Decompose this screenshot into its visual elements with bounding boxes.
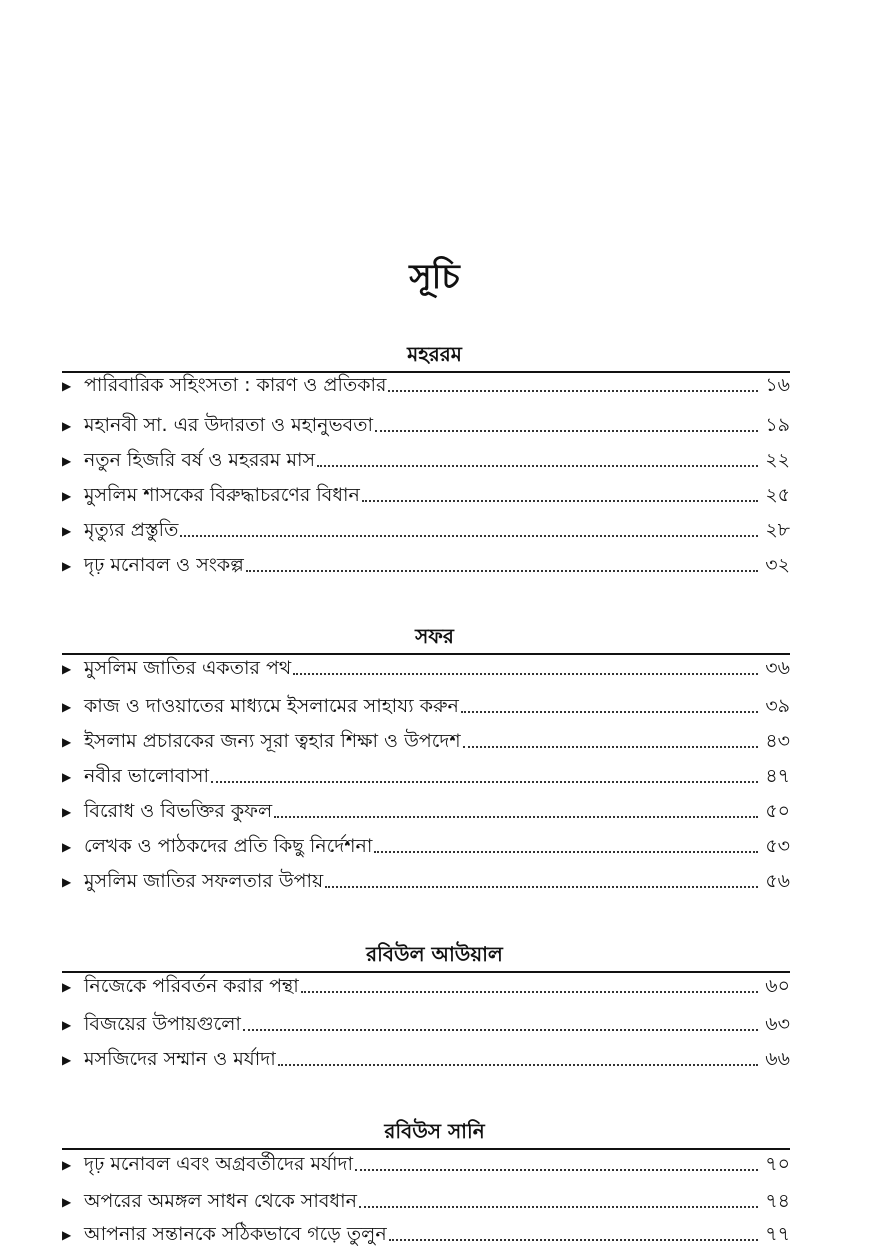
bullet-icon: ▶ xyxy=(62,379,72,393)
bullet-icon: ▶ xyxy=(62,559,72,573)
toc-entry[interactable] xyxy=(62,793,790,829)
toc-entry-page: ৭০ xyxy=(765,1153,790,1175)
toc-entry[interactable] xyxy=(62,650,790,686)
toc-entry-title: ইসলাম প্রচারকের জন্য সূরা ত্বহার শিক্ষা ও উপদেশ xyxy=(84,730,461,752)
toc-entry-page: ৭৭ xyxy=(765,1223,790,1245)
toc-entry-page: ২২ xyxy=(765,449,790,471)
toc-entry-title: নবীর ভালোবাসা xyxy=(84,765,209,787)
toc-entry[interactable] xyxy=(62,1216,790,1252)
dot-leader xyxy=(180,535,758,537)
bullet-icon: ▶ xyxy=(62,1018,72,1032)
toc-entry-page: ৩২ xyxy=(765,554,790,576)
dot-leader xyxy=(211,781,758,783)
dot-leader xyxy=(274,816,758,818)
toc-entry-page: ৪৩ xyxy=(765,730,790,752)
toc-entry-page: ৫০ xyxy=(765,800,790,822)
dot-leader xyxy=(374,851,758,853)
toc-entry-title: দৃঢ় মনোবল এবং অগ্রবর্তীদের মর্যাদা xyxy=(84,1153,353,1175)
toc-entry-page: ২৮ xyxy=(765,519,790,541)
toc-entry-page: ২৫ xyxy=(765,484,790,506)
dot-leader xyxy=(389,1239,758,1241)
toc-entry-title: মুসলিম শাসকের বিরুদ্ধাচরণের বিধান xyxy=(84,484,360,506)
bullet-icon: ▶ xyxy=(62,489,72,503)
toc-entry-page: ৬০ xyxy=(765,975,790,997)
bullet-icon: ▶ xyxy=(62,805,72,819)
toc-entry-page: ৩৯ xyxy=(765,695,790,717)
toc-entry-page: ৫৬ xyxy=(765,870,790,892)
toc-entry-page: ১৯ xyxy=(765,414,790,436)
dot-leader xyxy=(463,746,758,748)
dot-leader xyxy=(293,673,758,675)
toc-entry-title: বিরোধ ও বিভক্তির কুফল xyxy=(84,800,273,822)
toc-entry[interactable] xyxy=(62,547,790,583)
section-title-3: রবিউল আউয়াল xyxy=(366,942,503,966)
bullet-icon: ▶ xyxy=(62,662,72,676)
bullet-icon: ▶ xyxy=(62,1228,72,1242)
dot-leader xyxy=(388,390,758,392)
toc-entry[interactable] xyxy=(62,688,790,724)
page-title: সূচি xyxy=(409,257,460,297)
toc-entry-title: মুসলিম জাতির সফলতার উপায় xyxy=(84,870,324,892)
toc-entry-page: ৩৬ xyxy=(765,657,790,679)
toc-entry[interactable] xyxy=(62,968,790,1004)
toc-entry-title: নতুন হিজরি বর্ষ ও মহররম মাস xyxy=(84,449,316,471)
dot-leader xyxy=(246,570,758,572)
toc-entry-page: ১৬ xyxy=(765,374,790,396)
toc-entry-title: পারিবারিক সহিংসতা : কারণ ও প্রতিকার xyxy=(84,374,387,396)
bullet-icon: ▶ xyxy=(62,454,72,468)
bullet-icon: ▶ xyxy=(62,875,72,889)
dot-leader xyxy=(317,465,758,467)
bullet-icon: ▶ xyxy=(62,770,72,784)
section-title-1: মহররম xyxy=(407,342,462,366)
dot-leader xyxy=(325,886,758,888)
toc-entry[interactable] xyxy=(62,367,790,403)
toc-entry[interactable] xyxy=(62,442,790,478)
toc-entry-page: ৫৩ xyxy=(765,835,790,857)
dot-leader xyxy=(301,991,758,993)
bullet-icon: ▶ xyxy=(62,1158,72,1172)
section-title-4: রবিউস সানি xyxy=(384,1119,485,1143)
toc-entry-page: ৬৩ xyxy=(765,1013,790,1035)
toc-entry[interactable] xyxy=(62,512,790,548)
dot-leader xyxy=(243,1029,758,1031)
bullet-icon: ▶ xyxy=(62,524,72,538)
dot-leader xyxy=(278,1064,758,1066)
toc-entry-title: মুসলিম জাতির একতার পথ xyxy=(84,657,292,679)
toc-entry-page: ৪৭ xyxy=(765,765,790,787)
bullet-icon: ▶ xyxy=(62,980,72,994)
toc-entry-page: ৭৪ xyxy=(765,1190,790,1212)
toc-entry-title: লেখক ও পাঠকদের প্রতি কিছু নির্দেশনা xyxy=(84,835,373,857)
bullet-icon: ▶ xyxy=(62,735,72,749)
toc-entry-title: কাজ ও দাওয়াতের মাধ্যমে ইসলামের সাহায্য করুন xyxy=(84,695,459,717)
toc-entry[interactable] xyxy=(62,1183,790,1219)
bullet-icon: ▶ xyxy=(62,700,72,714)
dot-leader xyxy=(362,500,758,502)
toc-entry[interactable] xyxy=(62,1006,790,1042)
toc-entry[interactable] xyxy=(62,828,790,864)
bullet-icon: ▶ xyxy=(62,1053,72,1067)
toc-entry-title: মহানবী সা. এর উদারতা ও মহানুভবতা xyxy=(84,414,373,436)
toc-entry[interactable] xyxy=(62,1041,790,1077)
toc-entry[interactable] xyxy=(62,477,790,513)
dot-leader xyxy=(461,711,758,713)
toc-entry[interactable] xyxy=(62,407,790,443)
toc-entry-title: নিজেকে পরিবর্তন করার পন্থা xyxy=(84,975,299,997)
toc-entry-title: অপরের অমঙ্গল সাধন থেকে সাবধান xyxy=(84,1190,357,1212)
bullet-icon: ▶ xyxy=(62,1195,72,1209)
toc-entry[interactable] xyxy=(62,758,790,794)
dot-leader xyxy=(355,1169,758,1171)
toc-entry[interactable] xyxy=(62,863,790,899)
section-title-2: সফর xyxy=(415,624,454,648)
dot-leader xyxy=(359,1206,758,1208)
toc-entry-page: ৬৬ xyxy=(765,1048,790,1070)
bullet-icon: ▶ xyxy=(62,419,72,433)
toc-entry[interactable] xyxy=(62,723,790,759)
dot-leader xyxy=(375,430,758,432)
bullet-icon: ▶ xyxy=(62,840,72,854)
toc-entry-title: মসজিদের সম্মান ও মর্যাদা xyxy=(84,1048,276,1070)
toc-entry-title: আপনার সন্তানকে সঠিকভাবে গড়ে তুলুন xyxy=(84,1223,387,1245)
toc-entry[interactable] xyxy=(62,1146,790,1182)
toc-entry-title: দৃঢ় মনোবল ও সংকল্প xyxy=(84,554,244,576)
toc-entry-title: মৃত্যুর প্রস্তুতি xyxy=(84,519,179,541)
toc-entry-title: বিজয়ের উপায়গুলো xyxy=(84,1013,241,1035)
